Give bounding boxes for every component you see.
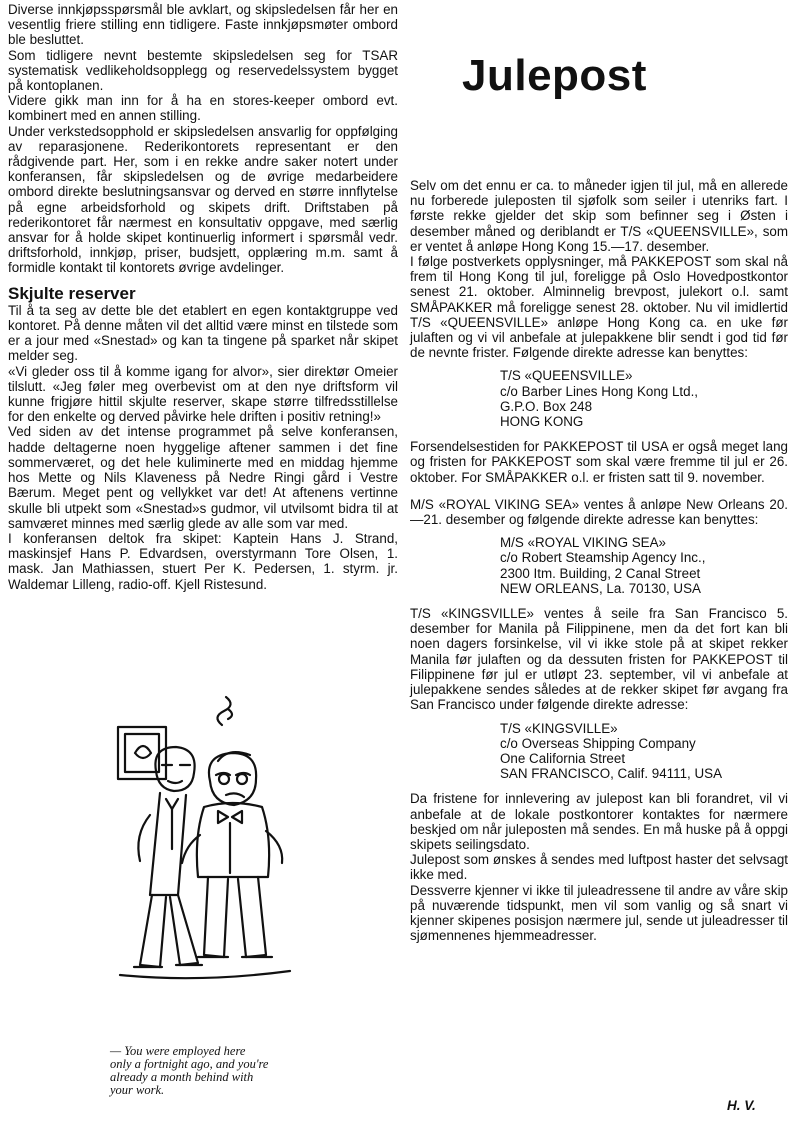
author-signature: H. V.: [727, 1098, 756, 1113]
paragraph: T/S «KINGSVILLE» ventes å seile fra San Francisco 5. desember for Manila på Filippinene, men da det fort kan bli noen dagers forsinkelse, vil vi ikke stole på at skipet rekker Manila før julaften og da dessuten fristen for PAKKEPOST til Filippinene før jul er utløpt 23. september, vil vi anbefale at julepakkene sendes således at de rekker skipet før avgang fra San Francisco under følgende direkte adresse:: [410, 606, 788, 713]
paragraph: I konferansen deltok fra skipet: Kaptein Hans J. Strand, maskinsjef Hans P. Edvardsen, overstyrmann Tore Olsen, 1. mask. Jan Mathiassen, stuert Per K. Pedersen, 1. styrm. jr. Waldemar Lilleng, radio-off. Kjell Ristesund.: [8, 530, 398, 592]
paragraph: M/S «ROYAL VIKING SEA» ventes å anløpe New Orleans 20.—21. desember og følgende direkte adresse kan benyttes:: [410, 496, 788, 528]
caption-line: your work.: [110, 1083, 165, 1097]
address-line: SAN FRANCISCO, Calif. 94111, USA: [500, 766, 723, 782]
address-royal-viking-sea: [500, 535, 788, 596]
address-kingsville: [500, 721, 788, 782]
address-line: M/S «ROYAL VIKING SEA»: [500, 535, 666, 551]
address-line: NEW ORLEANS, La. 70130, USA: [500, 580, 701, 596]
caption-line: already a month behind with: [110, 1070, 254, 1084]
caption-line: — You were employed here: [110, 1044, 246, 1058]
address-line: HONG KONG: [500, 414, 584, 430]
paragraph: Til å ta seg av dette ble det etablert en egen kontaktgruppe ved kontoret. På denne måten vil det alltid være minst en tilstede som er a jour med «Snestad» og kan ta tingene på sparket når skipet melder seg.: [8, 302, 398, 364]
address-queensville: [500, 368, 788, 429]
paragraph: «Vi gleder oss til å komme igang for alvor», sier direktør Omeier tilslutt. «Jeg føler meg overbevist om at den nye driftsform vil kunne frigjøre hittil skjulte reserver, skape større tilfredsstillelse for den enkelte og derved påvirke hele driften i positiv retning!»: [8, 363, 398, 425]
address-line: c/o Barber Lines Hong Kong Ltd.,: [500, 383, 699, 399]
paragraph: Under verkstedsopphold er skipsledelsen ansvarlig for oppfølging av reparasjonene. Rederikontorets representant er den rådgivende part. Her, som i en rekke andre saker notert under konferansen, får skipsledelsen og de øvrige medarbeidere ombord direkte beslutningsansvar og derved en større innflytelse på egne arbeidsforhold og skipets drift. Driftstaben på rederikontoret får nærmest en konsultativ oppgave, med særlig ansvar for å holde skipet kontinuerlig informert i spørsmål vedr. driftsforhold, innkjøp, priser, budsjett, opplæring m.m. samt å formidle kontakt til kontorets øvrige avdelinger.: [8, 123, 398, 276]
address-line: One California Street: [500, 750, 626, 766]
cartoon-illustration-icon: [100, 695, 300, 995]
paragraph: Julepost som ønskes å sendes med luftpost haster det selvsagt ikke med.: [410, 852, 788, 883]
right-column: [410, 178, 788, 943]
paragraph: Diverse innkjøpsspørsmål ble avklart, og skipsledelsen får her en vesentlig friere stilling enn tidligere. Faste innkjøpsmøter ombord ble besluttet.: [8, 2, 398, 48]
address-line: T/S «KINGSVILLE»: [500, 720, 618, 736]
address-line: 2300 Itm. Building, 2 Canal Street: [500, 565, 701, 581]
paragraph: Da fristene for innlevering av julepost kan bli forandret, vil vi anbefale at de lokale postkontorer kontaktes for nærmere beskjed om når juleposten må sendes. En må huske på å oppgi skipets seilingsdato.: [410, 791, 788, 852]
paragraph: Forsendelsestiden for PAKKEPOST til USA er også meget lang og fristen for PAKKEPOST som skal være fremme til jul er 26. oktober. For SMÅPAKKER o.l. er fristen satt til 9. november.: [410, 439, 788, 485]
paragraph: Selv om det ennu er ca. to måneder igjen til jul, må en allerede nu forberede juleposten til sjøfolk som seiler i utenriks fart. I første rekke gjelder det skip som befinner seg i Østen i desember måned og deriblandt er T/S «QUEENSVILLE», som er ventet å anløpe Hong Kong 15.—17. desember.: [410, 178, 788, 254]
cartoon-caption: [110, 1045, 330, 1097]
address-line: c/o Overseas Shipping Company: [500, 735, 696, 751]
page-title: Julepost: [462, 51, 647, 100]
paragraph: Som tidligere nevnt bestemte skipsledelsen seg for TSAR systematisk vedlikeholdsopplegg og reservedelssystem bygget på kontoplanen.: [8, 47, 398, 94]
paragraph: Ved siden av det intense programmet på selve konferansen, hadde deltagerne noen hyggelige aftener sammen i det fine sommerværet, og det hele kuliminerte med en middag hjemme hos Mette og Nils Klaveness på Nedre Ringi gård i Vestre Bærum. Meget pent og vellykket var det! At aftenens vertinne skulle bli utpekt som «Snestad»s gudmor, vil utvilsomt bidra til at samværet minnes med særlig glede av alle som var med.: [8, 424, 398, 531]
caption-line: only a fortnight ago, and you're: [110, 1057, 269, 1071]
paragraph: Dessverre kjenner vi ikke til juleadressene til andre av våre skip på nuværende tidspunkt, men vil som vanlig og så snart vi kjenner skipenes posisjon nærmere jul, sende ut juleadresser til sjømennenes hjemmeadresser.: [410, 882, 788, 944]
address-line: T/S «QUEENSVILLE»: [500, 368, 633, 384]
address-line: c/o Robert Steamship Agency Inc.,: [500, 550, 706, 566]
left-column: [8, 2, 398, 592]
paragraph: Videre gikk man inn for å ha en stores-keeper ombord evt. kombinert med en annen stilling.: [8, 93, 398, 124]
paragraph: I følge postverkets opplysninger, må PAKKEPOST som skal nå frem til Hong Kong til jul, foreligge på Oslo Hovedpostkontor senest 21. oktober. Alminnelig brevpost, julekort o.l. samt SMÅPAKKER må foreligge senest 28. oktober. Nu vil imidlertid T/S «QUEENSVILLE» anløpe Hong Kong ca. en uke før julaften og vi vil anbefale at julepakkene blir sendt i god tid før de nevnte frister. Følgende direkte adresse kan benyttes:: [410, 254, 788, 361]
section-heading: Skjulte reserver: [8, 283, 136, 303]
address-line: G.P.O. Box 248: [500, 398, 593, 414]
